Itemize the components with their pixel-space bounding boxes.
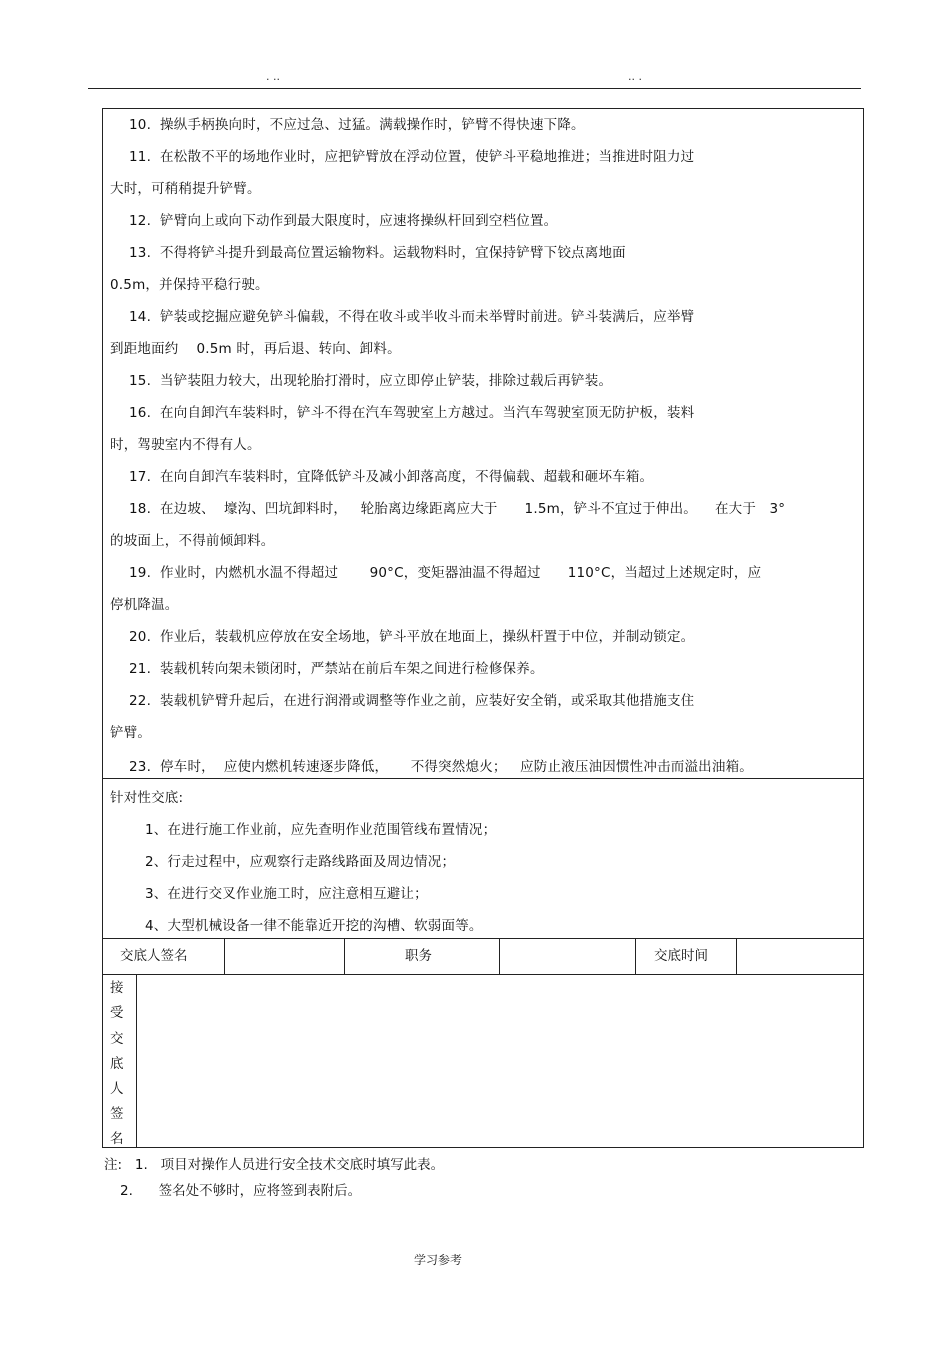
rule-line-20: 铲臂。	[110, 725, 152, 741]
rule-line-11: 时，驾驶室内不得有人。	[110, 437, 261, 453]
sign-col-divider-5	[736, 938, 737, 974]
position-field[interactable]	[501, 948, 632, 964]
rule-line-6: 0.5m，并保持平稳行驶。	[110, 277, 269, 293]
receiver-label-char: 名	[110, 1131, 124, 1147]
targeted-item-4: 4、大型机械设备一律不能靠近开挖的沟槽、软弱面等。	[145, 918, 483, 934]
sign-row-top-border	[103, 938, 863, 939]
rule-line-1: 10. 操纵手柄换向时，不应过急、过猛。满载操作时，铲臂不得快速下降。	[129, 117, 585, 133]
receiver-label-char: 底	[110, 1056, 124, 1072]
page-footer: 学习参考	[414, 1253, 463, 1267]
receiver-label-char: 人	[110, 1081, 124, 1097]
sign-col-divider-2	[344, 938, 345, 974]
targeted-title: 针对性交底:	[110, 790, 184, 806]
targeted-item-2: 2、行走过程中，应观察行走路线路面及周边情况；	[145, 854, 456, 870]
discloser-sign-label: 交底人签名	[120, 948, 188, 964]
rule-line-21: 23. 停车时， 应使内燃机转速逐步降低， 不得突然熄火； 应防止液压油因惯性冲击而溢出油箱。	[129, 759, 753, 775]
sign-col-divider-4	[635, 938, 636, 974]
disclosure-time-field[interactable]	[738, 948, 862, 964]
receiver-label-char: 签	[110, 1106, 124, 1122]
receiver-signature-area[interactable]	[137, 975, 863, 1147]
receiver-label-char: 受	[110, 1005, 124, 1021]
rule-line-12: 17. 在向自卸汽车装料时，宜降低铲斗及减小卸落高度，不得偏载、超载和砸坏车箱。	[129, 469, 654, 485]
sign-col-divider-1	[224, 938, 225, 974]
position-label: 职务	[405, 948, 432, 964]
rule-line-13: 18. 在边坡、 壕沟、凹坑卸料时， 轮胎离边缘距离应大于 1.5m，铲斗不宜过于伸出。 在大于 3°	[129, 501, 786, 517]
rule-line-3: 大时，可稍稍提升铲臂。	[110, 181, 261, 197]
rule-line-14: 的坡面上，不得前倾卸料。	[110, 533, 275, 549]
rule-line-10: 16. 在向自卸汽车装料时，铲斗不得在汽车驾驶室上方越过。当汽车驾驶室顶无防护板，装料	[129, 405, 695, 421]
header-dots-left: . ..	[266, 70, 280, 83]
rule-line-18: 21. 装载机转向架未锁闭时，严禁站在前后车架之间进行检修保养。	[129, 661, 544, 677]
sign-col-divider-3	[499, 938, 500, 974]
rule-line-8: 到距地面约 0.5m 时，再后退、转向、卸料。	[110, 341, 401, 357]
rule-line-15: 19. 作业时，内燃机水温不得超过 90°C，变矩器油温不得超过 110°C，当超过上述规定时，应	[129, 565, 762, 581]
rule-line-19: 22. 装载机铲臂升起后，在进行润滑或调整等作业之前，应装好安全销，或采取其他措施支住	[129, 693, 695, 709]
targeted-item-1: 1、在进行施工作业前，应先查明作业范围管线布置情况；	[145, 822, 497, 838]
targeted-item-3: 3、在进行交叉作业施工时，应注意相互避让；	[145, 886, 428, 902]
rule-line-7: 14. 铲装或挖掘应避免铲斗偏载，不得在收斗或半收斗而未举臂时前进。铲斗装满后，应举臂	[129, 309, 695, 325]
rule-line-4: 12. 铲臂向上或向下动作到最大限度时，应速将操纵杆回到空档位置。	[129, 213, 558, 229]
header-dots-right: .. .	[628, 70, 642, 83]
receiver-label-char: 接	[110, 980, 124, 996]
rule-line-17: 20. 作业后，装载机应停放在安全场地，铲斗平放在地面上，操纵杆置于中位，并制动锁定。	[129, 629, 695, 645]
note-1: 注: 1. 项目对操作人员进行安全技术交底时填写此表。	[104, 1157, 445, 1173]
rule-line-16: 停机降温。	[110, 597, 179, 613]
rules-divider	[103, 778, 863, 779]
receiver-label-char: 交	[110, 1031, 124, 1047]
rule-line-5: 13. 不得将铲斗提升到最高位置运输物料。运载物料时，宜保持铲臂下铰点离地面	[129, 245, 626, 261]
disclosure-time-label: 交底时间	[654, 948, 708, 964]
header-rule	[88, 88, 861, 89]
rule-line-9: 15. 当铲装阻力较大，出现轮胎打滑时，应立即停止铲装，排除过载后再铲装。	[129, 373, 613, 389]
discloser-sign-field[interactable]	[226, 948, 343, 964]
note-2: 2. 签名处不够时，应将签到表附后。	[120, 1183, 362, 1199]
rule-line-2: 11. 在松散不平的场地作业时，应把铲臂放在浮动位置，使铲斗平稳地推进；当推进时阻力过	[129, 149, 695, 165]
